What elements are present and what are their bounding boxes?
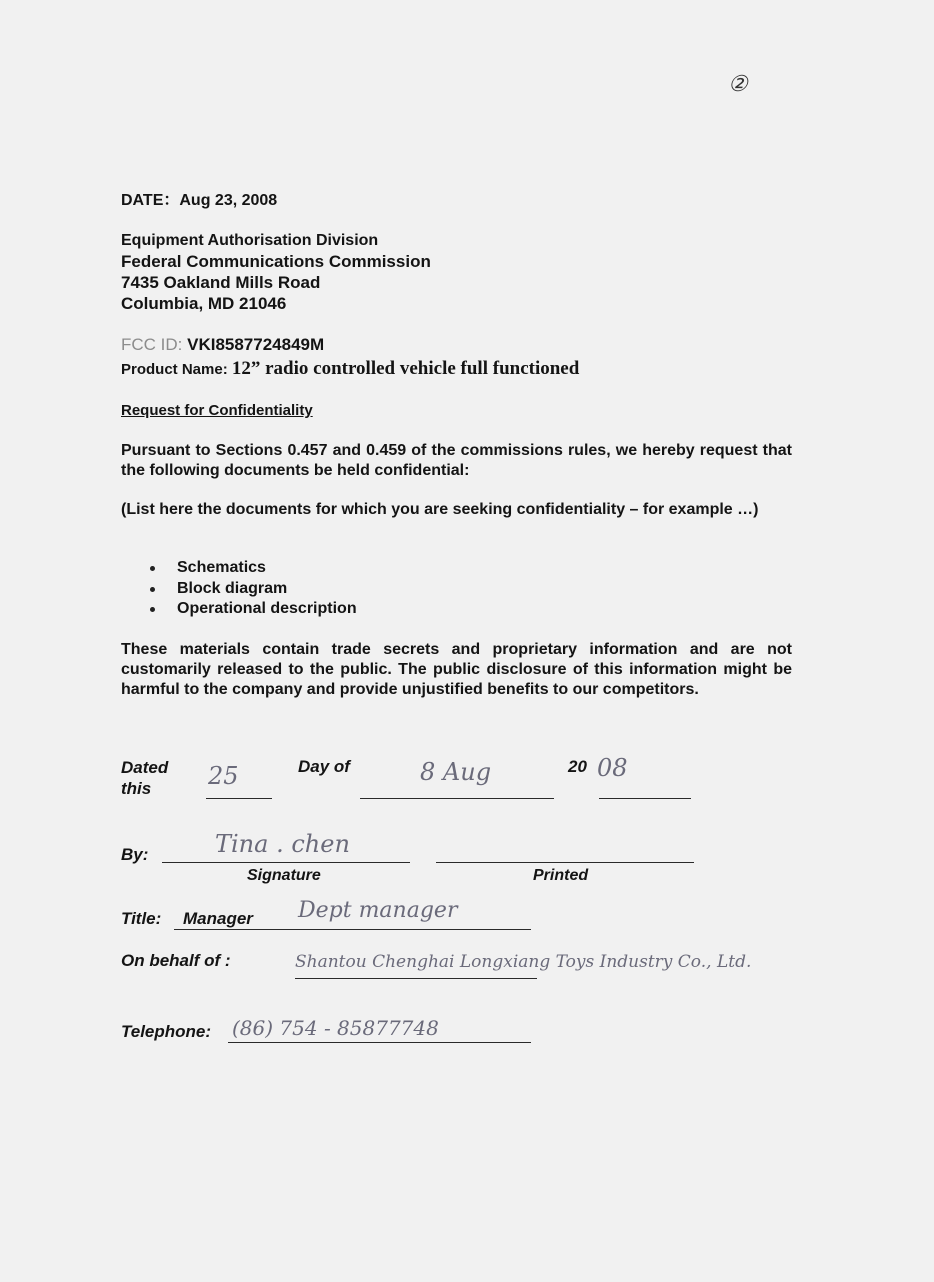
behalf-value: Shantou Chenghai Longxiang Toys Industry Co., Ltd. xyxy=(295,952,752,972)
fcc-id-label: FCC ID: xyxy=(121,335,188,354)
by-label: By: xyxy=(121,845,149,864)
date-label: DATE： xyxy=(121,192,180,209)
title-line xyxy=(174,929,531,930)
corner-mark: ② xyxy=(728,72,748,97)
address-block xyxy=(121,231,431,314)
year-prefix: 20 xyxy=(568,757,587,776)
year-value: 08 xyxy=(597,754,628,782)
year-line xyxy=(599,798,691,799)
date-line xyxy=(121,191,277,211)
address-line: Federal Communications Commission xyxy=(121,252,431,271)
address-line: 7435 Oakland Mills Road xyxy=(121,273,321,292)
address-line: Equipment Authorisation Division xyxy=(121,232,379,249)
printed-line xyxy=(436,862,694,863)
list-item: Block diagram xyxy=(121,579,357,600)
list-item: Operational description xyxy=(121,599,357,620)
telephone-value: (86) 754 - 85877748 xyxy=(232,1016,439,1040)
title-hand-value: Dept manager xyxy=(298,898,458,923)
day-value: 25 xyxy=(208,762,239,790)
printed-caption: Printed xyxy=(533,867,589,884)
month-value: 8 Aug xyxy=(420,758,492,786)
signature-value: Tina . chen xyxy=(215,830,350,858)
paragraph-trade-secrets: These materials contain trade secrets and proprietary information and are not customarily released to the public. The public disclosure of this information might be harmful to the company and provide unjustified benefits to our competitors. xyxy=(121,641,792,698)
dated-label xyxy=(121,757,168,799)
address-line: Columbia, MD 21046 xyxy=(121,294,287,313)
product-line xyxy=(121,358,579,380)
product-label: Product Name: xyxy=(121,361,232,378)
behalf-label: On behalf of : xyxy=(121,951,231,970)
list-item: Schematics xyxy=(121,558,357,579)
product-value: 12” radio controlled vehicle full functioned xyxy=(231,358,580,379)
month-line xyxy=(360,798,554,799)
title-value: Manager xyxy=(183,909,253,928)
paragraph-list-instruction: (List here the documents for which you are seeking confidentiality – for example …) xyxy=(121,501,759,518)
title-label: Title: xyxy=(121,909,162,928)
day-line xyxy=(206,798,272,799)
telephone-line xyxy=(228,1042,531,1043)
fcc-id-line xyxy=(121,335,324,355)
paragraph-sections: Pursuant to Sections 0.457 and 0.459 of the commissions rules, we hereby request that the following documents be held confidential: xyxy=(121,442,792,479)
this-word: this xyxy=(121,779,152,798)
request-heading: Request for Confidentiality xyxy=(121,402,313,419)
telephone-label: Telephone: xyxy=(121,1022,212,1041)
date-value: Aug 23, 2008 xyxy=(179,192,278,209)
signature-caption: Signature xyxy=(247,867,321,884)
signature-line xyxy=(162,862,410,863)
fcc-id-value: VKI8587724849M xyxy=(187,335,325,354)
document-list xyxy=(121,558,357,620)
behalf-line xyxy=(295,978,537,979)
dated-word: Dated xyxy=(121,758,169,777)
day-of-label: Day of xyxy=(298,757,350,776)
